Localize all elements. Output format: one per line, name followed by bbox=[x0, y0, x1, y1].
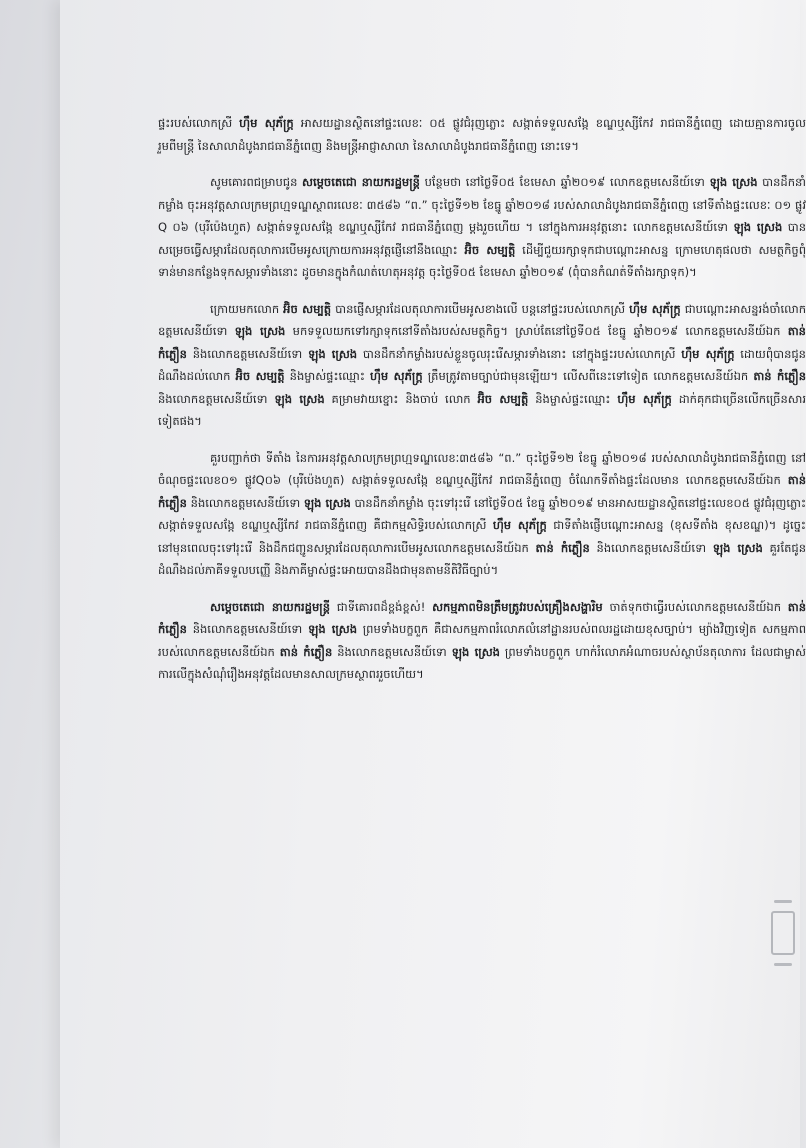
body-text: ក្រោយមកលោក bbox=[210, 301, 284, 316]
body-text: និងលោកឧត្តមសេនីយ៍ទោ bbox=[158, 391, 275, 406]
bold-name-text: ហ៊ឹម សុភ័ក្រ្ត bbox=[369, 369, 423, 383]
body-text: និងលោកឧត្តមសេនីយ៍ទោ bbox=[589, 540, 713, 555]
bold-name-text: អ៊ិច សម្បត្តិ bbox=[283, 301, 332, 316]
edge-stamp bbox=[770, 900, 796, 1020]
body-text: ជាបណ្ដោះអាសន្នរង់ចាំលោកឧត្តមសេនីយ៍ទោ bbox=[158, 301, 806, 338]
body-text: ដាក់គុកជាច្រើនលើកច្រើនសារទៀតផង។ bbox=[158, 391, 806, 428]
body-text: បានដឹកនាំកម្លាំង ចុះទៅរុះរើ នៅថ្ងៃទី០៥ ខែធ្នូ ឆ្នាំ២០១៩ មានអាសយដ្ឋានស្ថិតនៅផ្ទះលេខ០៥ ផ្លូវជំរុញភ្លោះ សង្កាត់ទទួលសង្កែ ខណ្ឌឬស្សីកែវ រាជធានីភ្នំពេញ គឺជាកម្មសិទ្ធិរបស់លោកស្រី bbox=[158, 495, 806, 532]
bold-name-text: សកម្មភាពមិនត្រឹមត្រូវរបស់គ្រឿងសង្ហារិម bbox=[432, 599, 603, 614]
paragraph-p4 bbox=[158, 447, 806, 582]
body-text: និងម្ចាស់ផ្ទះឈ្មោះ bbox=[284, 369, 370, 383]
bold-name-text: តាន់ កំភ្លឿន bbox=[158, 324, 806, 361]
body-text: មកទទួលយកទៅរក្សាទុកនៅទីតាំងរបស់សមត្ថកិច្ច។ ស្រាប់តែនៅថ្ងៃទី០៥ ខែធ្នូ ឆ្នាំ២០១៩ លោកឧត្តមសេនីយ៍ឯក bbox=[285, 324, 788, 338]
bold-name-text: តាន់ កំភ្លឿន bbox=[753, 369, 806, 383]
bold-name-text: តាន់ កំភ្លឿន bbox=[535, 540, 590, 555]
body-text: ត្រឹមត្រូវតាមច្បាប់ជាមុនឡើយ។ លើសពីនេះទៅទៀត លោកឧត្តមសេនីយ៍ឯក bbox=[422, 369, 754, 383]
document-page bbox=[60, 0, 806, 1148]
body-text: សូមគោរពជម្រាបជូន bbox=[210, 175, 303, 189]
body-text: ផ្ទះរបស់លោកស្រី bbox=[158, 116, 240, 130]
paragraph-p1 bbox=[158, 112, 806, 157]
body-text: អាសយដ្ឋានស្ថិតនៅផ្ទះលេខៈ ០៥ ផ្លូវជំរុញភ្លោះ សង្កាត់ទទួលសង្កែ ខណ្ឌឬស្សីកែវ រាជធានីភ្នំពេញ ដោយគ្មានការចូលរួមពីមន្រ្តី នៃសាលាដំបូងរាជធានីភ្នំពេញ និងមន្ត្រីអាជ្ញាសាលា នៃសាលាដំបូងរាជធានីភ្នំពេញ នោះទេ។ bbox=[158, 116, 806, 153]
body-text: បានសម្រេចធ្វើសម្ភារដែលតុលាការបើមអូសក្រោយការអនុវត្តផ្ញើនៅនឹងឈ្មោះ bbox=[158, 220, 806, 257]
bold-name-text: សម្ដេចតេជោ នាយករដ្ឋមន្ត្រី bbox=[302, 175, 420, 189]
body-text: ជាទីតាំងផ្ញើបណ្ដោះអាសន្ន (ខុសទីតាំង ខុសខណ្ឌ)។ ដូច្នេះ នៅមុនពេលចុះទៅរុះរើ និងដឹកជញ្ជូនសម្ភារដែលតុលាការបើមអូសលោកឧត្តមសេនីយ៍ឯក bbox=[158, 518, 806, 555]
body-text: គម្រាមវាយខ្នោះ និងចាប់ លោក bbox=[324, 391, 478, 406]
bold-name-text: តាន់ កំភ្លឿន bbox=[158, 599, 806, 636]
body-text: ដោយពុំបានជូនដំណឹងដល់លោក bbox=[158, 346, 806, 383]
bold-name-text: អ៊ិច សម្បត្តិ bbox=[235, 369, 285, 383]
bold-name-text: ឡុង ស្រេង bbox=[709, 175, 758, 189]
document-body bbox=[158, 112, 806, 700]
bold-name-text: អ៊ិច សម្បត្តិ bbox=[464, 242, 516, 257]
bold-name-text: ហ៊ឹម សុភ័ក្រ្ត bbox=[492, 518, 547, 532]
body-text: បានដឹកនាំកម្លាំងរបស់ខ្លួនចូលរុះរើសម្ភារទាំងនោះ នៅក្នុងផ្ទះរបស់លោកស្រី bbox=[357, 346, 682, 361]
body-text: ព្រមទាំងបក្ខពួក ហាក់រំលោភអំណាចរបស់ស្ថាប័នតុលាការ ដែលជាម្ចាស់ការលើក្នុងសំណុំរឿងអនុវត្តដែលមានសាលក្រមស្ថាពររួចហើយ។ bbox=[158, 644, 806, 681]
body-text: បានដឹកនាំកម្លាំង ចុះអនុវត្តសាលក្រមព្រហ្មទណ្ឌស្ថាពរលេខៈ ៣៥៨៦ “ព.” ចុះថ្ងៃទី១២ ខែធ្នូ ឆ្នាំ២០១៨ របស់សាលាដំបូងរាជធានីភ្នំពេញ នៅទីតាំងផ្ទះលេខៈ ០១ ផ្លូវ Q ០៦ (បុរីប៉េងហួត) សង្កាត់ទទួលសង្កែ ខណ្ឌឬស្សីកែវ រាជធានីភ្នំពេញ ម្ដងរួចហើយ ។ នៅក្នុងការអនុវត្តនោះ លោកឧត្តមសេនីយ៍ទោ bbox=[158, 175, 806, 234]
paragraph-p5 bbox=[158, 596, 806, 686]
body-text: ព្រមទាំងបក្ខពួក គឺជាសកម្មភាពរំលោភលំនៅដ្ឋានរបស់ពលរដ្ឋដោយខុសច្បាប់។ ម្យ៉ាងវិញទៀត សកម្មភាពរបស់លោកឧត្តមសេនីយ៍ឯក bbox=[158, 622, 806, 659]
body-text: និងម្ចាស់ផ្ទះឈ្មោះ bbox=[528, 391, 618, 406]
body-text: ដើម្បីជួយរក្សាទុកជាបណ្ដោះអាសន្ន ក្រោមហេតុផលថា សមត្ថកិច្ចពុំទាន់មានកន្លែងទុកសម្ភារទាំងនោះ ដូចមានក្នុងកំណត់ហេតុអនុវត្ត ចុះថ្ងៃទី០៥ ខែមេសា ឆ្នាំ២០១៩ (ពុំបានកំណត់ទីតាំងរក្សាទុក)។ bbox=[158, 242, 806, 279]
paragraph-p3 bbox=[158, 298, 806, 433]
bold-name-text: ឡុង ស្រេង bbox=[234, 324, 286, 338]
bold-name-text: តាន់ កំភ្លឿន bbox=[158, 473, 806, 510]
stamp-mark bbox=[771, 911, 795, 955]
bold-name-text: តាន់ កំភ្លឿន bbox=[279, 644, 333, 659]
body-text: ជាទីគោរពដ៏ខ្ពង់ខ្ពស់! bbox=[330, 599, 433, 614]
bold-name-text: អ៊ិច សម្បត្តិ bbox=[477, 391, 529, 406]
body-text: ចាត់ទុកថាធ្វើរបស់លោកឧត្តមសេនីយ៍ឯក bbox=[602, 599, 788, 614]
bold-name-text: ឡុង ស្រេង bbox=[274, 391, 325, 406]
bold-name-text: ហ៊ឹម សុភ័ក្រ្ត bbox=[629, 301, 681, 316]
body-text: គួរតែជូនដំណឹងដល់ភាគីទទួលបញ្ញើ និងភាគីម្ចាស់ផ្ទះអោយបានដឹងជាមុនតាមនីតិវិធីច្បាប់។ bbox=[158, 540, 806, 577]
bold-name-text: សម្ដេចតេជោ នាយករដ្ឋមន្ត្រី bbox=[210, 599, 331, 614]
body-text: និងលោកឧត្តមសេនីយ៍ទោ bbox=[332, 644, 452, 659]
bold-name-text: ឡុង ស្រេង bbox=[451, 644, 500, 659]
bold-name-text: ឡុង ស្រេង bbox=[733, 220, 783, 234]
bold-name-text: ឡុង ស្រេង bbox=[307, 622, 358, 636]
body-text: និងលោកឧត្តមសេនីយ៍ទោ bbox=[186, 495, 304, 510]
bold-name-text: ឡុង ស្រេង bbox=[303, 495, 351, 510]
body-text: បន្ថែមថា នៅថ្ងៃទី០៥ ខែមេសា ឆ្នាំ២០១៩ លោកឧត្តមសេនីយ៍ទោ bbox=[419, 175, 710, 189]
stamp-mark bbox=[774, 900, 792, 903]
body-text: បានផ្ញើសម្ភារដែលតុលាការបើមអូសខាងលើ បន្តនៅផ្ទះរបស់លោកស្រី bbox=[331, 301, 630, 316]
bold-name-text: ហ៊ឹម សុភ័ក្រ្ត bbox=[617, 391, 672, 406]
body-text: គួរបញ្ជាក់ថា ទីតាំង នៃការអនុវត្តសាលក្រមព្រហ្មទណ្ឌលេខៈ៣៥៨៦ “ព.” ចុះថ្ងៃទី១២ ខែធ្នូ ឆ្នាំ២០១៨ របស់សាលាដំបូងរាជធានីភ្នំពេញ នៅចំណុចផ្ទះលេខ០១ ផ្លូវQ០៦ (បុរីប៉េងហួត) សង្កាត់ទទួលសង្កែ ខណ្ឌឬស្សីកែវ រាជធានីភ្នំពេញ ចំណែកទីតាំងផ្ទះដែលមាន លោកឧត្តមសេនីយ៍ឯក bbox=[158, 450, 806, 487]
bold-name-text: ហ៊ឹម សុភ័ក្រ្ត bbox=[681, 346, 735, 361]
bold-name-text: ឡុង ស្រេង bbox=[712, 540, 763, 555]
stamp-mark bbox=[774, 963, 792, 966]
body-text: និងលោកឧត្តមសេនីយ៍ទោ bbox=[186, 622, 308, 636]
bold-name-text: ហ៊ឹម សុភ័ក្រ្ត bbox=[239, 116, 294, 130]
body-text: និងលោកឧត្តមសេនីយ៍ទោ bbox=[186, 346, 308, 361]
bold-name-text: ឡុង ស្រេង bbox=[307, 346, 358, 361]
paragraph-p2 bbox=[158, 171, 806, 284]
